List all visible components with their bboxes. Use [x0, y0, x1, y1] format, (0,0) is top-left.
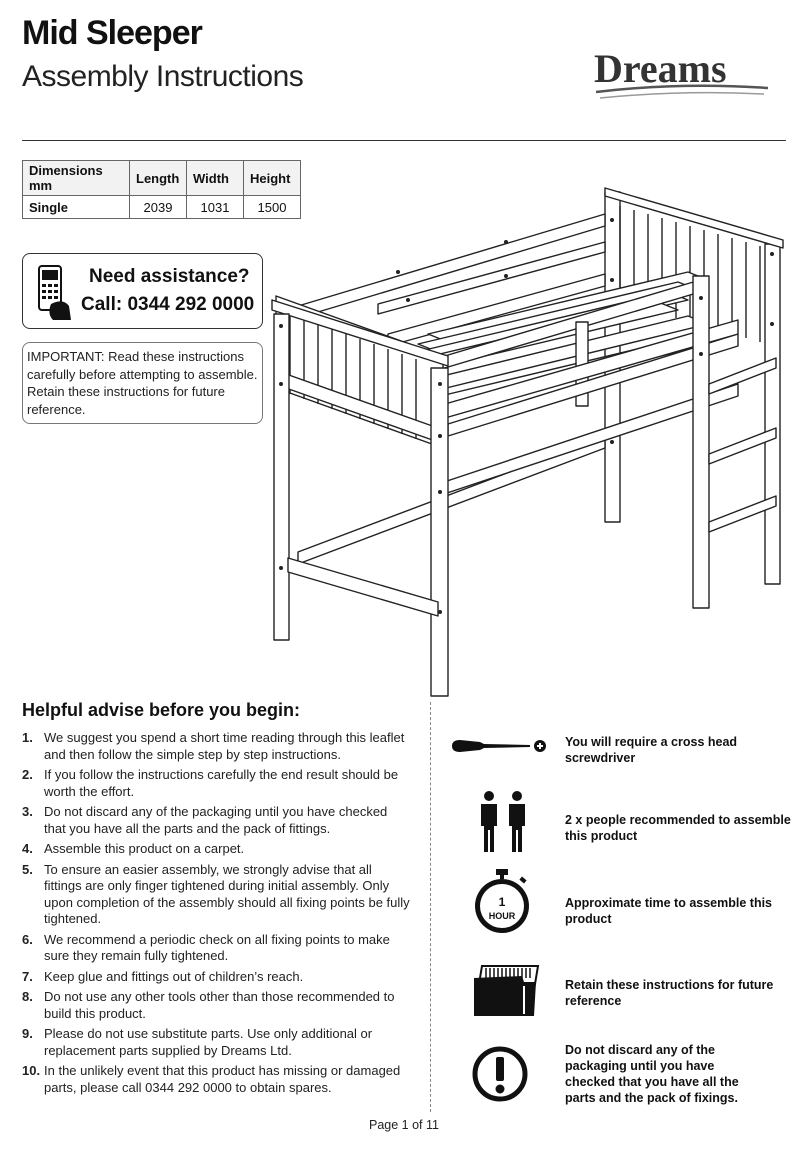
stopwatch-icon — [470, 868, 534, 936]
table-header-cell: Length — [130, 161, 187, 196]
list-item-text: Do not use any other tools other than those recommended to build this product. — [44, 989, 395, 1021]
table-header-cell: Width — [187, 161, 244, 196]
time-requirement: Approximate time to assemble this product — [565, 896, 773, 926]
discard-requirement: Do not discard any of the packaging until you have checked that you have all the parts and the pack of fixings. — [565, 1043, 739, 1105]
table-cell-width: 1031 — [187, 196, 244, 219]
list-item-text: In the unlikely event that this product has missing or damaged parts, please call 0344 292 0000 to obtain spares. — [44, 1063, 401, 1095]
list-item-number: 7. — [22, 968, 33, 984]
screwdriver-requirement: You will require a cross head screwdriver — [565, 735, 738, 765]
list-item — [22, 1026, 412, 1059]
list-item-number: 9. — [22, 1026, 33, 1041]
list-item-text: Do not discard any of the packaging until you have checked that you have all the parts and the pack of fittings. — [44, 804, 388, 836]
table-header-cell: Dimensions mm — [23, 161, 130, 196]
list-item-number: 4. — [22, 841, 33, 856]
list-item-text: To ensure an easier assembly, we strongly advise that all fittings are only finger tightened during initial assembly. Only upon completion of the assembly should all fixing points be fully tightened. — [44, 861, 410, 926]
retain-requirement: Retain these instructions for future reference — [565, 978, 774, 1008]
list-item — [22, 989, 412, 1022]
table-cell-height: 1500 — [244, 196, 301, 219]
advise-list — [22, 730, 412, 1100]
brand-name: Dreams — [594, 48, 727, 91]
table-row — [23, 196, 301, 219]
list-item — [22, 1063, 412, 1096]
list-item-number: 6. — [22, 931, 33, 947]
time-unit: HOUR — [488, 911, 516, 921]
list-item — [22, 841, 412, 858]
list-item-text: Please do not use substitute parts. Use only additional or replacement parts supplied by Dreams Ltd. — [44, 1026, 373, 1058]
column-divider — [430, 702, 431, 1112]
list-item-number: 5. — [22, 861, 33, 877]
mobile-phone-icon — [33, 264, 73, 322]
list-item-text: Keep glue and fittings out of children’s reach. — [44, 968, 304, 984]
list-item-text: We recommend a periodic check on all fixing points to make sure they remain fully tightened. — [44, 931, 390, 963]
people-requirement: 2 x people recommended to assemble this product — [565, 813, 791, 843]
list-item — [22, 969, 412, 986]
document-title: Mid Sleeper — [22, 14, 202, 52]
dreams-logo — [590, 48, 772, 108]
assistance-phone: Call: 0344 292 0000 — [81, 294, 255, 315]
page-number: Page 1 of 11 — [369, 1118, 439, 1132]
assistance-box — [22, 253, 263, 329]
screwdriver-icon — [450, 736, 550, 756]
assistance-heading: Need assistance? — [89, 266, 250, 287]
list-item — [22, 862, 412, 928]
list-item-number: 8. — [22, 989, 33, 1004]
list-item-text: We suggest you spend a short time reading through this leaflet and then follow the simple step by step instructions. — [44, 730, 405, 762]
table-cell-size: Single — [23, 196, 130, 219]
list-item — [22, 804, 412, 837]
table-header-row — [23, 161, 301, 196]
list-item-number: 1. — [22, 730, 33, 745]
list-item-number: 10. — [22, 1063, 41, 1078]
document-subtitle: Assembly Instructions — [22, 60, 304, 93]
folder-documents-icon — [472, 962, 542, 1018]
list-item — [22, 767, 412, 800]
advise-heading: Helpful advise before you begin: — [22, 700, 301, 720]
list-item — [22, 932, 412, 965]
header-divider — [22, 140, 786, 141]
list-item-text: If you follow the instructions carefully the end result should be worth the effort. — [44, 767, 399, 799]
list-item-number: 3. — [22, 804, 33, 819]
two-people-icon — [476, 790, 530, 854]
time-value: 1 — [498, 895, 506, 909]
list-item-number: 2. — [22, 767, 33, 782]
warning-exclamation-icon — [472, 1046, 528, 1102]
table-cell-length: 2039 — [130, 196, 187, 219]
dimensions-table — [22, 160, 301, 219]
mid-sleeper-bed-illustration — [268, 184, 788, 700]
important-note: IMPORTANT: Read these instructions carefully before attempting to assemble. Retain these instructions for future reference. — [22, 342, 263, 424]
table-header-cell: Height — [244, 161, 301, 196]
list-item — [22, 730, 412, 763]
list-item-text: Assemble this product on a carpet. — [44, 841, 245, 856]
